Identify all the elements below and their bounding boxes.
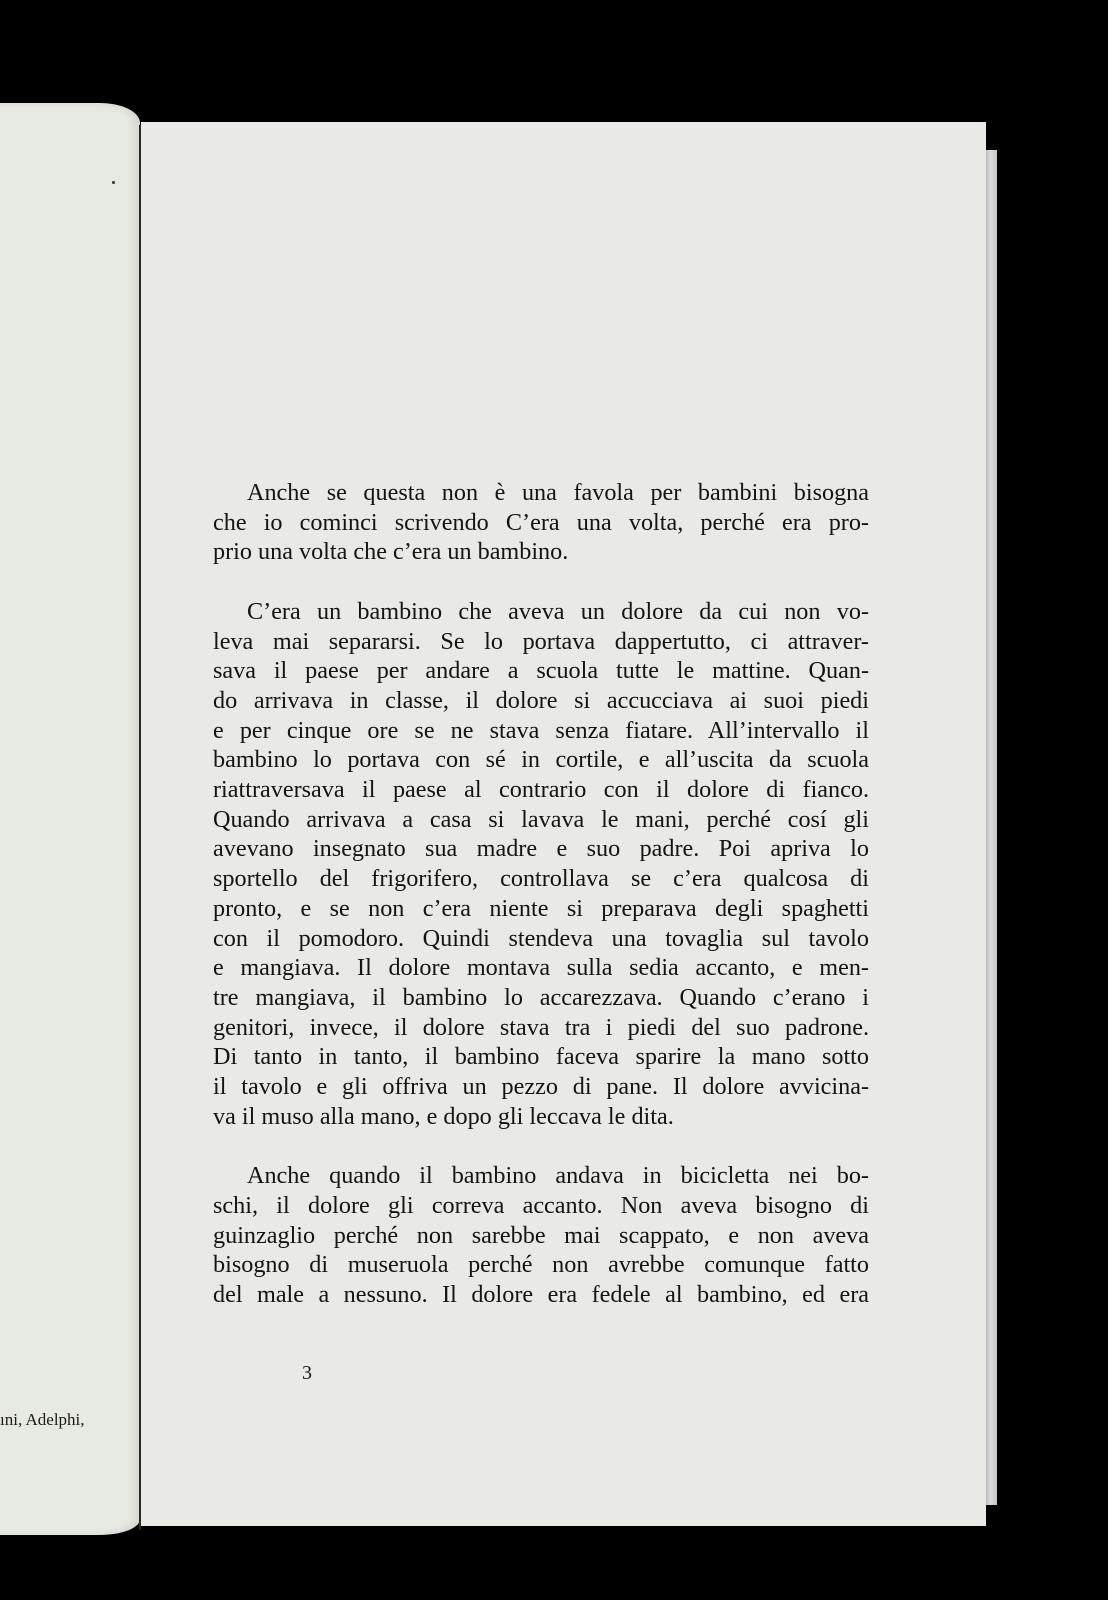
text-line: genitori, invece, il dolore stava tra i piedi del suo padrone. [213,1013,869,1041]
text-line: prio una volta che c’era un bambino. [213,538,569,566]
left-page-text-fragment: ıni, Adelphi, [0,1410,85,1429]
text-line: C’era un bambino che aveva un dolore da cui non vo- [247,597,869,625]
left-page [0,103,140,1535]
text-line: e per cinque ore se ne stava senza fiatare. All’intervallo il [213,716,869,744]
page-stack-edge [986,150,997,1505]
text-line: va il muso alla mano, e dopo gli leccava le dita. [213,1102,674,1130]
paragraph-3 [213,1161,869,1310]
paragraph-2 [213,597,869,1132]
text-line: leva mai separarsi. Se lo portava dappertutto, ci attraver- [213,627,869,655]
text-line: Anche se questa non è una favola per bambini bisogna [247,479,869,506]
text-line: sportello del frigorifero, controllava se c’era qualcosa di [213,865,869,893]
text-line: pronto, e se non c’era niente si preparava degli spaghetti [213,894,869,922]
body-text [213,478,869,1339]
text-line: Quando arrivava a casa si lavava le mani, perché cosí gli [213,805,869,833]
text-line: che io cominci scrivendo C’era una volta, perché era pro- [213,508,869,536]
text-line: Anche quando il bambino andava in bicicletta nei bo- [247,1162,869,1190]
paragraph-1 [213,478,869,567]
text-line: do arrivava in classe, il dolore si accucciava ai suoi piedi [213,686,869,714]
text-line: del male a nessuno. Il dolore era fedele al bambino, ed era [213,1280,869,1308]
text-line: e mangiava. Il dolore montava sulla sedia accanto, e men- [213,954,869,982]
right-page [141,122,986,1526]
text-line: con il pomodoro. Quindi stendeva una tovaglia sul tavolo [213,924,869,952]
text-line: Di tanto in tanto, il bambino faceva sparire la mano sotto [213,1043,869,1071]
text-line: schi, il dolore gli correva accanto. Non aveva bisogno di [213,1191,869,1219]
text-line: il tavolo e gli offriva un pezzo di pane. Il dolore avvicina- [213,1073,869,1101]
text-line: guinzaglio perché non sarebbe mai scappato, e non aveva [213,1221,869,1249]
text-line: riattraversava il paese al contrario con il dolore di fianco. [213,776,869,804]
text-line: bambino lo portava con sé in cortile, e all’uscita da scuola [213,746,869,774]
text-line: bisogno di museruola perché non avrebbe comunque fatto [213,1251,869,1279]
text-line: avevano insegnato sua madre e suo padre. Poi apriva lo [213,835,869,863]
text-line: sava il paese per andare a scuola tutte le mattine. Quan- [213,657,869,685]
ink-speck [112,181,115,184]
page-number: 3 [302,1362,312,1384]
text-line: tre mangiava, il bambino lo accarezzava. Quando c’erano i [213,983,869,1011]
